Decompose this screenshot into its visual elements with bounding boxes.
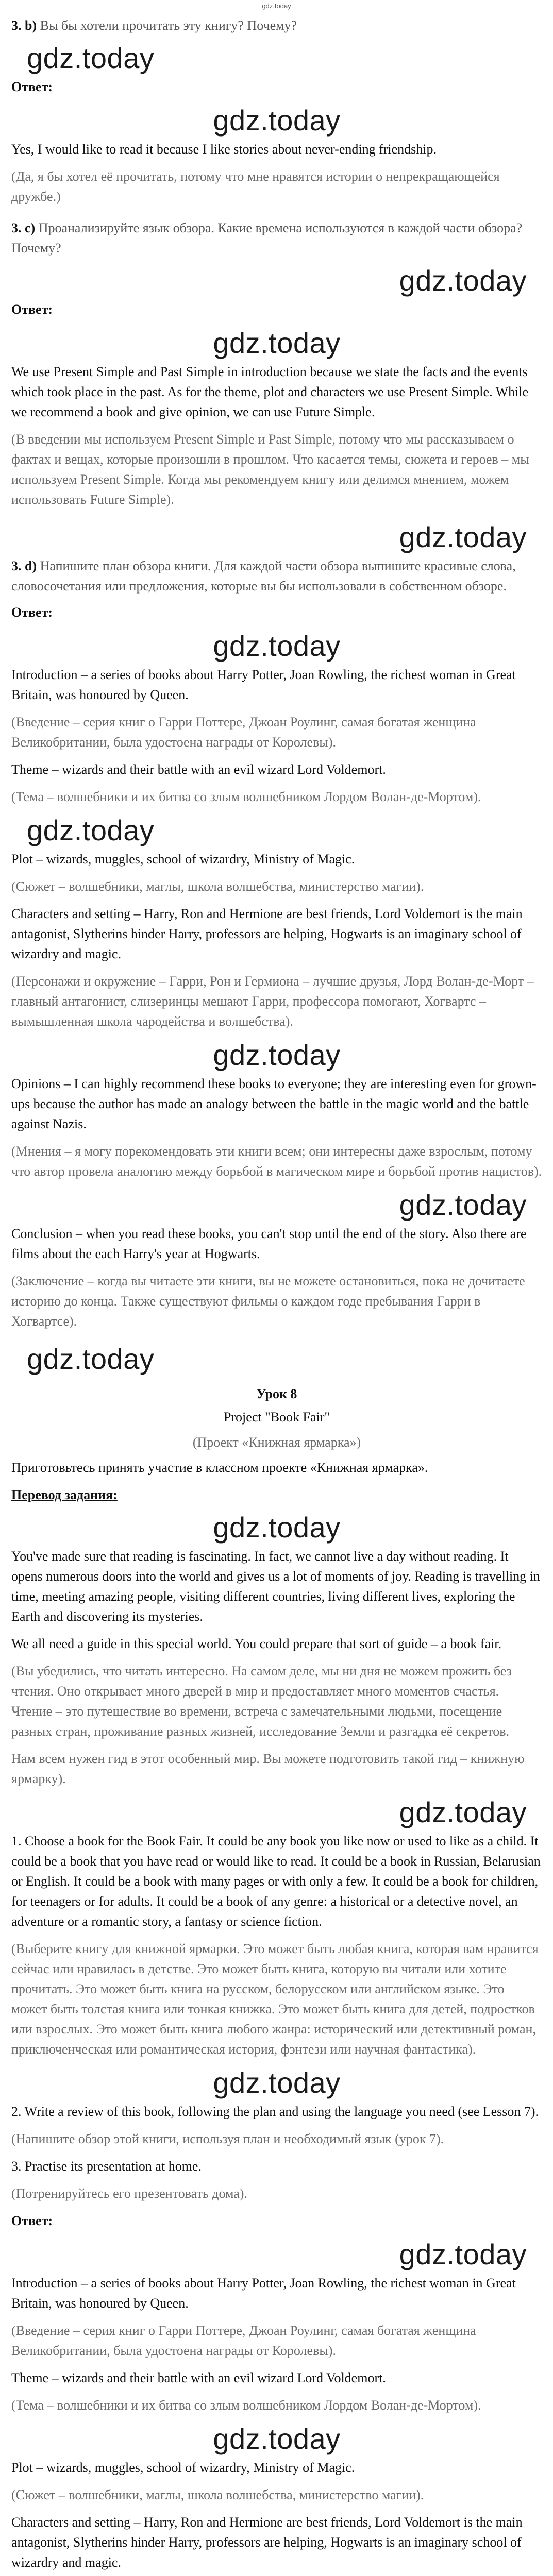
watermark: gdz.today <box>213 1511 341 1544</box>
step-3-ru: (Потренируйтесь его презентовать дома). <box>11 2186 247 2201</box>
answer-label: Ответ: <box>11 302 53 317</box>
translation-label: Перевод задания: <box>11 1487 118 1502</box>
answer-label: Ответ: <box>11 79 53 94</box>
lesson-title: Урок 8 <box>256 1386 297 1401</box>
opinions-ru: (Мнения – я могу порекомендовать эти книги всем; они интересны даже взрослым, потому что автор провела аналогию между борьбой в магическом мире и борьбой против нацистов). <box>11 1144 542 1179</box>
conclusion-ru: (Заключение – когда вы читаете эти книги, вы не можете остановиться, пока не дочитаете историю до конца. Также существуют фильмы о каждом годе пребывания Гарри в Хогвартсе). <box>11 1274 525 1329</box>
answer-en: Yes, I would like to read it because I like stories about never-ending friendship. <box>11 142 437 157</box>
watermark: gdz.today <box>399 264 527 297</box>
project-title-en: Project "Book Fair" <box>223 1410 330 1425</box>
paragraph-2-ru: Нам всем нужен гид в этот особенный мир. Вы можете подготовить такой гид – книжную ярмарку). <box>11 1751 525 1786</box>
task-3c <box>11 218 542 510</box>
theme-ru: (Тема – волшебники и их битва со злым волшебником Лордом Волан-де-Мортом). <box>11 789 481 804</box>
watermark: gdz.today <box>399 1189 527 1221</box>
watermark: gdz.today <box>27 42 155 74</box>
watermark: gdz.today <box>213 1039 341 1071</box>
watermark: gdz.today <box>399 521 527 553</box>
question-3c <box>11 218 542 258</box>
task-3d <box>11 521 542 1331</box>
intro-en: Introduction – a series of books about Harry Potter, Joan Rowling, the richest woman in Great Britain, was honoured by Queen. <box>11 667 516 702</box>
question-text: Напишите план обзора книги. Для каждой части обзора выпишите красивые слова, словосочетания или предложения, которые вы бы использовали в собственном обзоре. <box>11 558 516 594</box>
task-3b <box>11 15 542 207</box>
intro-ru: (Введение – серия книг о Гарри Поттере, Джоан Роулинг, самая богатая женщина Великобритании, была удостоена награды от Королевы). <box>11 2323 476 2358</box>
answer-en: We use Present Simple and Past Simple in introduction because we state the facts and the events which took place in the past. As for the theme, plot and characters we use Present Simple. While we recommend a book and give opinion, we can use Future Simple. <box>11 364 529 419</box>
lesson-8 <box>11 1343 542 2576</box>
watermark: gdz.today <box>399 1796 527 1828</box>
answer-ru: (Да, я бы хотел её прочитать, потому что мне нравятся истории о непрекращающейся дружбе.) <box>11 169 500 204</box>
question-number: 3. b) <box>11 18 37 33</box>
question-3d <box>11 556 542 596</box>
watermark: gdz.today <box>213 104 341 137</box>
step-1-en: 1. Choose a book for the Book Fair. It could be any book you like now or used to like as a child. It could be a book that you have read or would like to read. It could be a book in Russian, Belarusian or English. It could be a book with many pages or with only a few. It could be a book for children, for teenagers or for adults. It could be a book of any genre: a historical or a detective novel, an adventure or a romantic story, a fantasy or science fiction. <box>11 1834 541 1929</box>
step-1-ru: (Выберите книгу для книжной ярмарки. Это может быть любая книга, которая вам нравится сейчас или нравилась в детстве. Это может быть книга, которую вы читали или хотите прочитать. Это может быть книга на русском, белорусском или английском языке. Это может быть толстая книга или тонкая книжка. Это может быть книга для детей, подростков или взрослых. Это может быть книга любого жанра: исторический или детективный роман, приключенческая или романтическая история, фэнтези или научная фантастика). <box>11 1941 539 2057</box>
question-3b <box>11 15 542 36</box>
site-header[interactable]: gdz.today <box>262 2 291 10</box>
intro-ru: (Введение – серия книг о Гарри Поттере, Джоан Роулинг, самая богатая женщина Великобритании, была удостоена награды от Королевы). <box>11 715 476 750</box>
theme-en: Theme – wizards and their battle with an evil wizard Lord Voldemort. <box>11 762 386 777</box>
question-text: Вы бы хотели прочитать эту книгу? Почему? <box>40 18 297 33</box>
answer-label: Ответ: <box>11 2213 53 2228</box>
theme-en: Theme – wizards and their battle with an evil wizard Lord Voldemort. <box>11 2370 386 2385</box>
step-3-en: 3. Practise its presentation at home. <box>11 2159 202 2174</box>
watermark: gdz.today <box>399 2238 527 2270</box>
watermark: gdz.today <box>213 2422 341 2455</box>
characters-en: Characters and setting – Harry, Ron and Hermione are best friends, Lord Voldemort is the main antagonist, Slytherins hinder Harry, professors are helping, Hogwarts is an imaginary school of wizardry and magic. <box>11 906 523 961</box>
characters-en: Characters and setting – Harry, Ron and Hermione are best friends, Lord Voldemort is the main antagonist, Slytherins hinder Harry, professors are helping, Hogwarts is an imaginary school of wizardry and magic. <box>11 2515 523 2570</box>
step-2-en: 2. Write a review of this book, following the plan and using the language you need (see Lesson 7). <box>11 2104 539 2119</box>
plot-en: Plot – wizards, muggles, school of wizardry, Ministry of Magic. <box>11 852 355 867</box>
plot-en: Plot – wizards, muggles, school of wizardry, Ministry of Magic. <box>11 2460 355 2475</box>
watermark: gdz.today <box>27 814 155 846</box>
plot-ru: (Сюжет – волшебники, маглы, школа волшебства, министерство магии). <box>11 879 424 894</box>
content <box>11 15 542 2576</box>
paragraph-1-en: You've made sure that reading is fascinating. In fact, we cannot live a day without reading. It opens numerous doors into the world and gives us a lot of moments of joy. Reading is travelling in time, meeting amazing people, visiting different countries, living different lives, exploring the Earth and discovering its mysteries. <box>11 1549 540 1624</box>
watermark: gdz.today <box>27 1343 155 1375</box>
lesson-intro: Приготовьтесь принять участие в классном проекте «Книжная ярмарка». <box>11 1460 428 1475</box>
opinions-en: Opinions – I can highly recommend these books to everyone; they are interesting even for grown-ups because the author has made an analogy between the battle in the magic world and the battle against Nazis. <box>11 1076 537 1131</box>
question-text: Проанализируйте язык обзора. Какие времена используются в каждой части обзора? Почему? <box>11 221 523 256</box>
project-title-ru: (Проект «Книжная ярмарка») <box>192 1435 361 1450</box>
watermark: gdz.today <box>213 2066 341 2099</box>
question-number: 3. d) <box>11 558 37 573</box>
paragraph-2-en: We all need a guide in this special world. You could prepare that sort of guide – a book fair. <box>11 1636 502 1651</box>
step-2-ru: (Напишите обзор этой книги, используя план и необходимый язык (урок 7). <box>11 2131 444 2146</box>
paragraph-1-ru: (Вы убедились, что читать интересно. На самом деле, мы ни дня не можем прожить без чтения. Оно открывает много дверей в мир и предоставляет много моментов счастья. Чтение – это путешествие во времени, встреча с замечательными людьми, посещение разных стран, проживание разных жизней, исследование Земли и разгадка её секретов. <box>11 1664 512 1739</box>
conclusion-en: Conclusion – when you read these books, you can't stop until the end of the story. Also there are films about the each Harry's year at Hogwarts. <box>11 1226 527 1261</box>
plot-ru: (Сюжет – волшебники, маглы, школа волшебства, министерство магии). <box>11 2487 424 2502</box>
characters-ru: (Персонажи и окружение – Гарри, Рон и Гермиона – лучшие друзья, Лорд Волан-де-Морт – главный антагонист, слизеринцы мешают Гарри, профессора помогают, Хогвартс – вымышленная школа чародейства и волшебства). <box>11 974 534 1029</box>
theme-ru: (Тема – волшебники и их битва со злым волшебником Лордом Волан-де-Мортом). <box>11 2398 481 2413</box>
answer-label: Ответ: <box>11 605 53 620</box>
watermark: gdz.today <box>213 327 341 359</box>
answer-ru: (В введении мы используем Present Simple и Past Simple, потому что мы рассказываем о фактах и вещах, которые произошли в прошлом. Что касается темы, сюжета и героев – мы используем Present Simple. Когда мы рекомендуем книгу или делимся мнением, можем использовать Future Simple). <box>11 432 529 507</box>
intro-en: Introduction – a series of books about Harry Potter, Joan Rowling, the richest woman in Great Britain, was honoured by Queen. <box>11 2276 516 2311</box>
question-number: 3. c) <box>11 221 36 235</box>
watermark: gdz.today <box>213 630 341 662</box>
